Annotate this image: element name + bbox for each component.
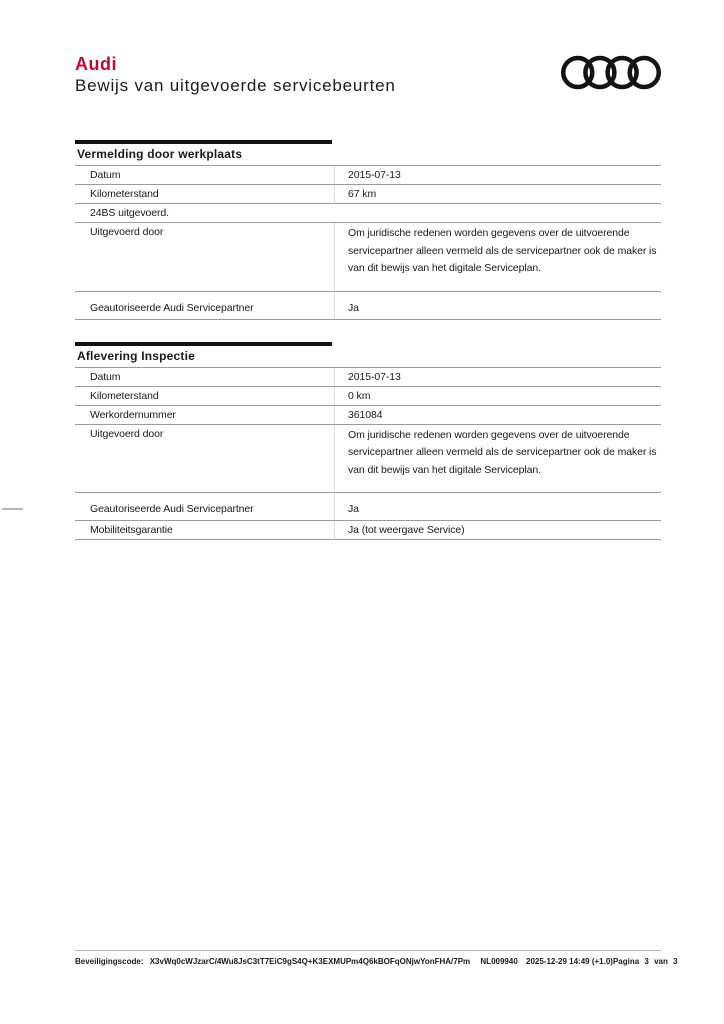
service-section — [75, 342, 661, 541]
row-label: Werkordernummer — [90, 408, 176, 421]
row-value: Om juridische redenen worden gegevens over de uitvoerende servicepartner alleen vermeld als de servicepartner ook de maker is van dit bewijs van het digitale Serviceplan. — [334, 425, 661, 493]
page-indicator: Pagina 3 van 3 — [612, 957, 678, 966]
row-label: 24BS uitgevoerd. — [90, 207, 169, 219]
row-value: Om juridische redenen worden gegevens over de uitvoerende servicepartner alleen vermeld als de servicepartner ook de maker is van dit bewijs van het digitale Serviceplan. — [334, 223, 661, 291]
row-value: 67 km — [334, 185, 661, 203]
row-value — [334, 204, 661, 222]
section-title: Aflevering Inspectie — [75, 346, 661, 368]
document-title: Bewijs van uitgevoerde servicebeurten — [75, 76, 396, 95]
table-row — [75, 425, 661, 494]
row-value: Ja (tot weergave Service) — [334, 521, 661, 539]
row-label: Kilometerstand — [90, 188, 159, 200]
table-row — [75, 387, 661, 406]
security-code-label: Beveiligingscode: — [75, 957, 144, 966]
row-label: Uitgevoerd door — [90, 427, 164, 440]
row-label: Kilometerstand — [90, 389, 159, 402]
row-value: Ja — [334, 292, 661, 319]
row-value: Ja — [334, 493, 661, 520]
document-header — [0, 0, 724, 97]
audi-rings-icon — [561, 54, 661, 90]
print-timestamp: 2025-12-29 14:49 (+1.0) — [526, 957, 613, 966]
table-row — [75, 204, 661, 223]
table-row — [75, 521, 661, 540]
footer-text-row — [75, 957, 678, 966]
table-row — [75, 166, 661, 185]
table-row — [75, 368, 661, 387]
row-label: Geautoriseerde Audi Servicepartner — [90, 503, 254, 515]
section-title: Vermelding door werkplaats — [75, 144, 661, 166]
fold-mark — [2, 508, 23, 510]
table-row — [75, 406, 661, 425]
brand-wordmark: Audi — [75, 54, 117, 74]
footer-divider — [75, 950, 661, 951]
table-row — [75, 223, 661, 292]
table-row — [75, 292, 661, 320]
row-value: 361084 — [334, 406, 661, 424]
section-rows — [75, 166, 661, 320]
footer-meta — [75, 957, 613, 966]
table-row — [75, 185, 661, 204]
row-value: 0 km — [334, 387, 661, 405]
header-text-block — [75, 54, 396, 97]
section-rows — [75, 368, 661, 541]
document-number: NL009940 — [480, 957, 518, 966]
row-label: Geautoriseerde Audi Servicepartner — [90, 301, 254, 314]
security-code-value: X3vWq0cWJzarC/4Wu8JsC3tT7EiC9gS4Q+K3EXMUPm4Q6kBOFqONjwYonFHA/7Pm — [149, 957, 471, 966]
row-value: 2015-07-13 — [334, 368, 661, 386]
row-label: Uitgevoerd door — [90, 226, 164, 238]
row-value: 2015-07-13 — [334, 166, 661, 184]
row-label: Mobiliteitsgarantie — [90, 524, 173, 536]
sections — [75, 140, 661, 540]
row-label: Datum — [90, 169, 121, 181]
document-footer — [75, 950, 678, 966]
service-section — [75, 140, 661, 320]
table-row — [75, 493, 661, 521]
row-label: Datum — [90, 370, 121, 383]
